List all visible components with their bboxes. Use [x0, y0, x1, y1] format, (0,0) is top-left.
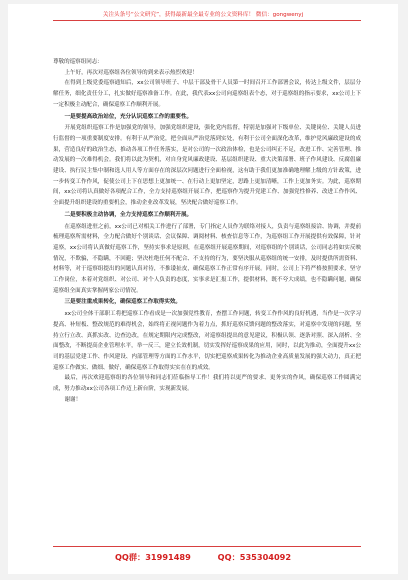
- salutation: 尊敬的巡察组同志：: [53, 59, 103, 65]
- footer-contact: [8, 552, 398, 563]
- bottom-divider: [53, 546, 361, 547]
- paragraph-intro: 在得到上级党委巡察通知后，xx公司领导班子、中层干部及骨干人员第一时间召开工作部署会议，传达上级文件，层层分解任务，细化责任分工，扎实做好巡察准备工作。在此，我代表xx公司向巡察组表个态，对于巡察组的指示要求，xx公司上下一定积极主动配合，确保巡察工作顺利开展。: [53, 80, 361, 108]
- paragraph-section-2: 在巡察组进驻之前，xx公司已对相关工作进行了部署，专门指定人员作为联络对接人，负责与巡察组接洽、协调，并提前梳理巡察所需材料，全力配合做好个别谈话、会议保障、调阅材料、核查信息等工作，为巡察组工作开展提供有效保障，针对巡察，xx公司将认真做好巡察工作，坚持实事求是原则，在巡察组开展巡察期间，对巡察组的个别谈话，公司同志将如实反映情况，不欺骗，不隐瞒，不回避；坚决杜绝任何不配合、不支持的行为，要坚决服从巡察组的统一安排，及时提供所需资料、材料等，对于巡察组提出的问题认真对待，不推诿扯皮，确保巡察工作正常有序开展。同时，公司上下将严格按照要求，坚守工作岗位，本着对党组织、对公司、对个人负责的态度，实事求是汇报工作，提供材料，既不夸大成绩，也不隐瞒问题，确保巡察组全面真实掌握两家公司情况。: [53, 223, 361, 294]
- paragraph-section-3: xx公司全体干部职工将把巡察工作看成是一次加强党性教育，查摆工作问题，转变工作作风的良好机遇，当作是一次学习提高、补短板、整改规范的难得机会，始终将正视问题作为着力点，抓好巡察反馈问题的整改落实，对巡察中发现的问题，坚持立行立改、真抓实改、边查边改，在规定期限内完成整改，对巡察组提出的意见建议，积极认领、逐条对照、深入剖析、全面整改，不断提高企业管理水平，举一反三，建立长效机制，切实发挥好巡察成果的应用，同时，以此为推动，全面提升xx公司的基层党建工作、作风建设、内部管理等方面的工作水平，切实把巡察成果转化为推动企业高质量发展的强大动力，真正把巡察工作做实、做细、做好，确保巡察工作取得实实在在的成效。: [53, 311, 361, 371]
- document-page: [8, 4, 398, 574]
- footer-qq-group: QQ群：31991489: [114, 552, 191, 562]
- top-divider: [53, 20, 361, 21]
- section-heading-2: 二是要积极主动协调，全力支持巡察工作顺利开展。: [64, 211, 193, 218]
- paragraph-greeting: 上午好，再次对巡察组各位领导的到来表示热烈欢迎！: [64, 69, 198, 76]
- footer-qq: QQ：535304092: [217, 552, 292, 562]
- section-heading-1: 一是要提高政治站位，充分认识巡察工作的重要性。: [64, 113, 193, 120]
- paragraph-section-1: 开展党组织巡察工作是加强党的领导，加强党组织建设，强化党内监督，特别是加强对下级单位、关键岗位、关键人员进行监督的一项重要制度安排。有利于从严治党，把全面从严治党落到实处，有利于公司全面深化改革，维护党风廉政建设的成果，营造良好的政治生态，推动各项工作任务落实，是对公司的一次政治体检，也是公司纠正不足，改进工作、完善管理、推动发展的一次难得机会。我们将以此为契机，对自身党风廉政建设、基层组织建设、重大决策部署、班子作风建设、反腐倡廉建设、执行民主集中制和选人用人等方面存在的深层次问题进行全面检视，这有助于我们更加准确地理解上级的方针政策，进一步转变工作作风，促使公司上下在思想上更加统一、在行动上更加坚定，思路上更加清晰，工作上更加务实。为此，巡察期间，xx公司将认真做好各项配合工作，全力支持巡察组开展工作，把巡察作为提升党建工作、加强党性修养、改进工作作风、全面提升组织建设的重要机会，推动企业改革发展，坚决配合做好巡察工作。: [53, 125, 361, 207]
- paragraph-thanks: 谢谢！: [64, 396, 82, 403]
- paragraph-closing: 最后，再次欢迎巡察组的各位领导和同志们莅临指导工作！我们将以更严的要求、更务实的作风，确保巡察工作圆满完成，努力推动xx公司各项工作迈上新台阶，实现新发展。: [53, 375, 361, 393]
- top-banner: 关注头条号“公文研究”，获得最新最全最专业的公文资料库！ 微信：gongwenyj: [102, 12, 304, 18]
- section-heading-3: 三是要注重成果转化，确保巡察工作取得实效。: [64, 299, 181, 306]
- document-body: [53, 57, 361, 406]
